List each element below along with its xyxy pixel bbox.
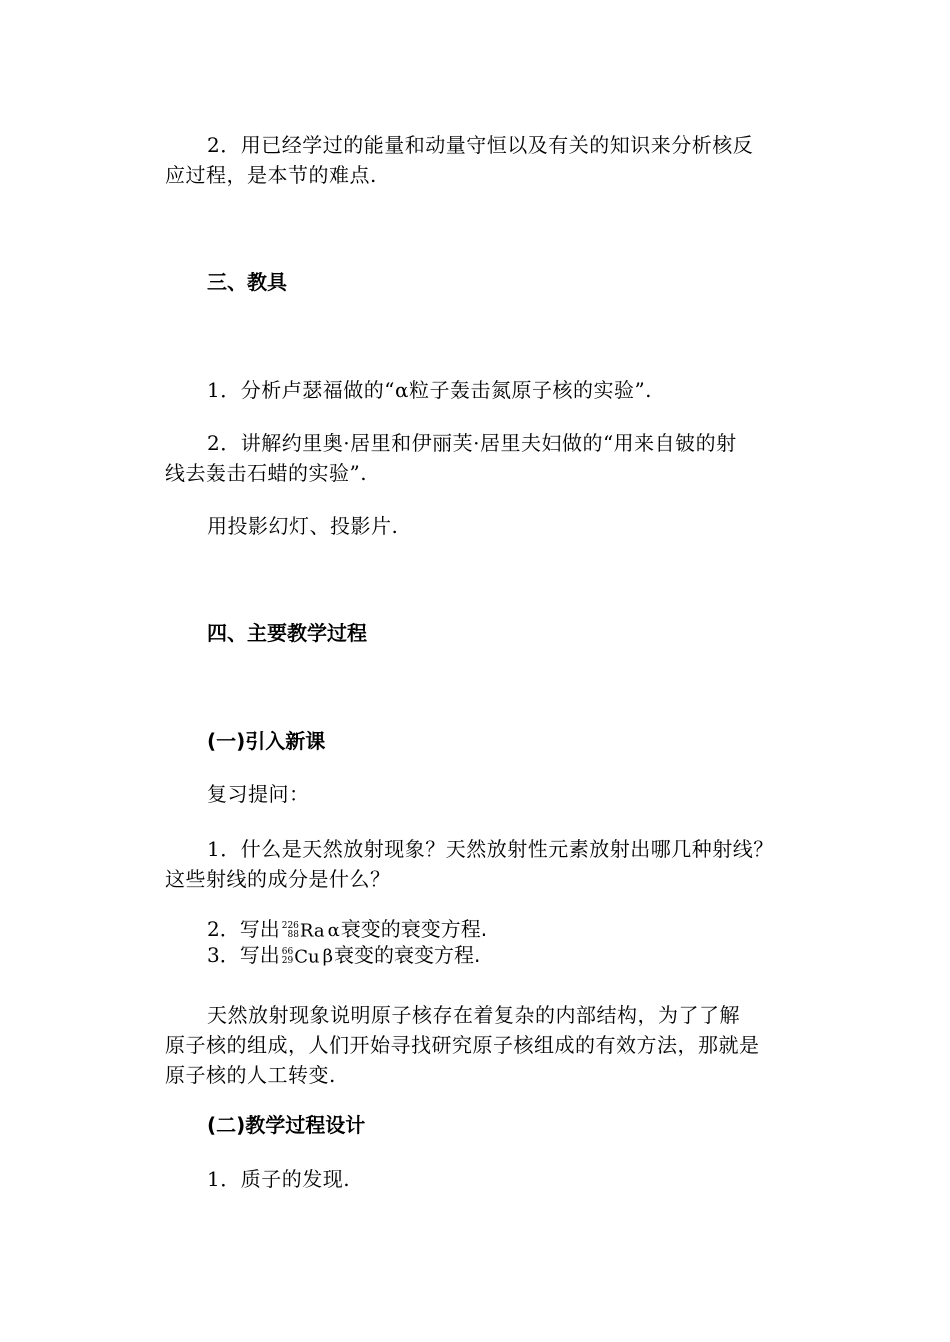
element-symbol: Ra xyxy=(299,920,325,942)
equation-suffix: 衰变的衰变方程. xyxy=(333,943,481,967)
paragraph-line: 复习提问： xyxy=(207,782,310,806)
atomic-number: 29 xyxy=(281,956,294,967)
paragraph-nuclear-structure xyxy=(165,1000,805,1090)
paragraph-review-questions xyxy=(165,779,805,809)
paragraph-line: 天然放射现象说明原子核存在着复杂的内部结构，为了了解 xyxy=(207,1003,740,1027)
heading-teaching-tools: 三、教具 xyxy=(207,270,287,294)
mass-number: 226 xyxy=(281,921,299,932)
nuclide-radium xyxy=(282,917,325,945)
atomic-number: 88 xyxy=(287,930,299,941)
paragraph-line: 1．质子的发现. xyxy=(207,1167,351,1191)
equation-prefix: 2．写出 xyxy=(207,917,280,941)
paragraph-proton-discovery xyxy=(165,1164,805,1194)
paragraph-projector xyxy=(165,511,805,541)
heading-main-process: 四、主要教学过程 xyxy=(207,621,367,645)
heading-process-design: (二)教学过程设计 xyxy=(207,1113,366,1137)
paragraph-line: 用投影幻灯、投影片. xyxy=(207,514,399,538)
equation-prefix: 3．写出 xyxy=(207,943,280,967)
paragraph-line: 1．分析卢瑟福做的“α粒子轰击氮原子核的实验”. xyxy=(207,378,653,402)
decay-type: α xyxy=(327,920,340,941)
paragraph-energy-analysis xyxy=(165,130,805,190)
paragraph-line: 2．用已经学过的能量和动量守恒以及有关的知识来分析核反 xyxy=(207,133,754,157)
decay-type: β xyxy=(322,946,333,967)
paragraph-question-1 xyxy=(165,834,805,894)
heading-introduce-lesson: (一)引入新课 xyxy=(207,729,326,753)
paragraph-line: 1．什么是天然放射现象？天然放射性元素放射出哪几种射线？ xyxy=(207,837,774,861)
paragraph-line: 应过程，是本节的难点. xyxy=(165,163,377,187)
paragraph-line: 原子核的组成，人们开始寻找研究原子核组成的有效方法，那就是 xyxy=(165,1033,760,1057)
element-symbol: Cu xyxy=(294,946,320,968)
equation-radium-decay xyxy=(207,916,487,944)
nuclide-copper xyxy=(282,943,320,971)
paragraph-line: 线去轰击石蜡的实验”. xyxy=(165,461,368,485)
paragraph-line: 2．讲解约里奥·居里和伊丽芙·居里夫妇做的“用来自铍的射 xyxy=(207,431,737,455)
equation-copper-decay xyxy=(207,942,480,970)
equation-suffix: 衰变的衰变方程. xyxy=(340,917,488,941)
paragraph-line: 这些射线的成分是什么？ xyxy=(165,867,391,891)
paragraph-line: 原子核的人工转变. xyxy=(165,1063,336,1087)
paragraph-joliot-curie-experiment xyxy=(165,428,805,488)
mass-number: 66 xyxy=(281,947,294,958)
paragraph-rutherford-experiment xyxy=(165,375,805,405)
